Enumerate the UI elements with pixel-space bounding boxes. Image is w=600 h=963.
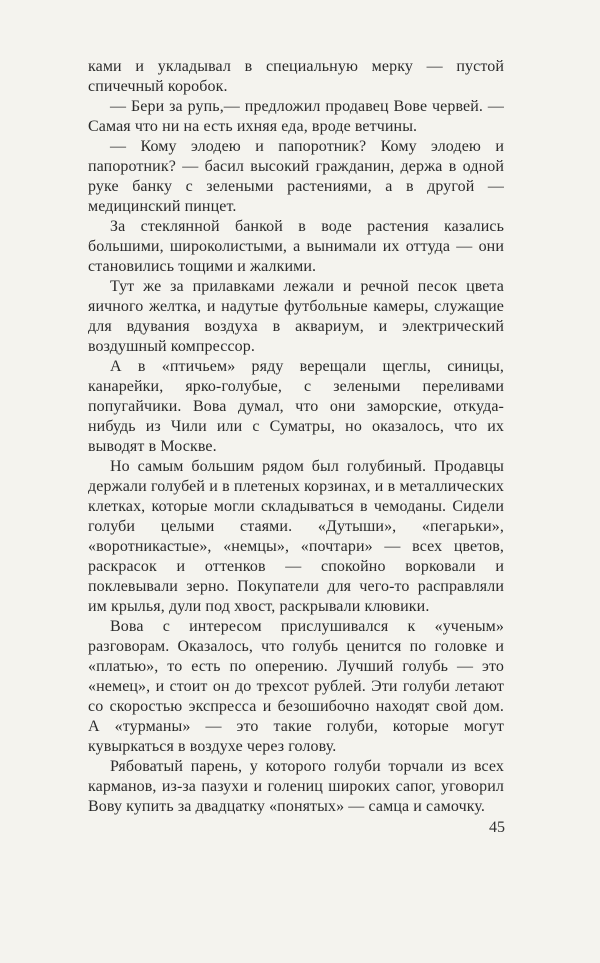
paragraph-6: А в «птичьем» ряду верещали щеглы, синицы, канарейки, ярко-голубые, с зелеными переливами попугайчики. Вова думал, что они заморские, откуда-нибудь из Чили или с Суматры, но оказалось, что их выводят в Москве. bbox=[88, 358, 504, 455]
paragraph-4: За стеклянной банкой в воде растения казались большими, широколистыми, а вынимали их оттуда — они становились тощими и жалкими. bbox=[88, 218, 504, 275]
paragraph-2: — Бери за рупь,— предложил продавец Вове червей. — Самая что ни на есть ихняя еда, вроде ветчины. bbox=[88, 98, 504, 135]
paragraph-7: Но самым большим рядом был голубиный. Продавцы держали голубей и в плетеных корзинах, и в металлических клетках, которые могли складываться в чемоданы. Сидели голуби целыми стаями. «Дутыши», «пегарьки», «воротникастые», «немцы», «почтари» — всех цветов, раскрасок и оттенков — спокойно ворковали и поклевывали зерно. Покупатели для чего-то расправляли им крылья, дули под хвост, раскрывали клювики. bbox=[88, 458, 504, 615]
paragraph-8: Вова с интересом прислушивался к «ученым» разговорам. Оказалось, что голубь ценится по головке и «платью», то есть по оперению. Лучший голубь — это «немец», и стоит он до трехсот рублей. Эти голуби летают со скоростью экспресса и безошибочно находят свой дом. А «турманы» — это такие голуби, которые могут кувыркаться в воздухе через голову. bbox=[88, 618, 504, 755]
paragraph-5: Тут же за прилавками лежали и речной песок цвета яичного желтка, и надутые футбольные камеры, служащие для вдувания воздуха в аквариум, и электрический воздушный компрессор. bbox=[88, 278, 504, 355]
page-number: 45 bbox=[489, 819, 505, 836]
paragraph-1: ками и укладывал в специальную мерку — пустой спичечный коробок. bbox=[88, 58, 504, 95]
paragraph-3: — Кому элодею и папоротник? Кому элодею и папоротник? — басил высокий гражданин, держа в одной руке банку с зелеными растениями, а в другой — медицинский пинцет. bbox=[88, 138, 504, 215]
paragraph-9: Рябоватый парень, у которого голуби торчали из всех карманов, из-за пазухи и голениц широких сапог, уговорил Вову купить за двадцатку «понятых» — самца и самочку. bbox=[88, 758, 504, 815]
text-body bbox=[88, 57, 504, 817]
